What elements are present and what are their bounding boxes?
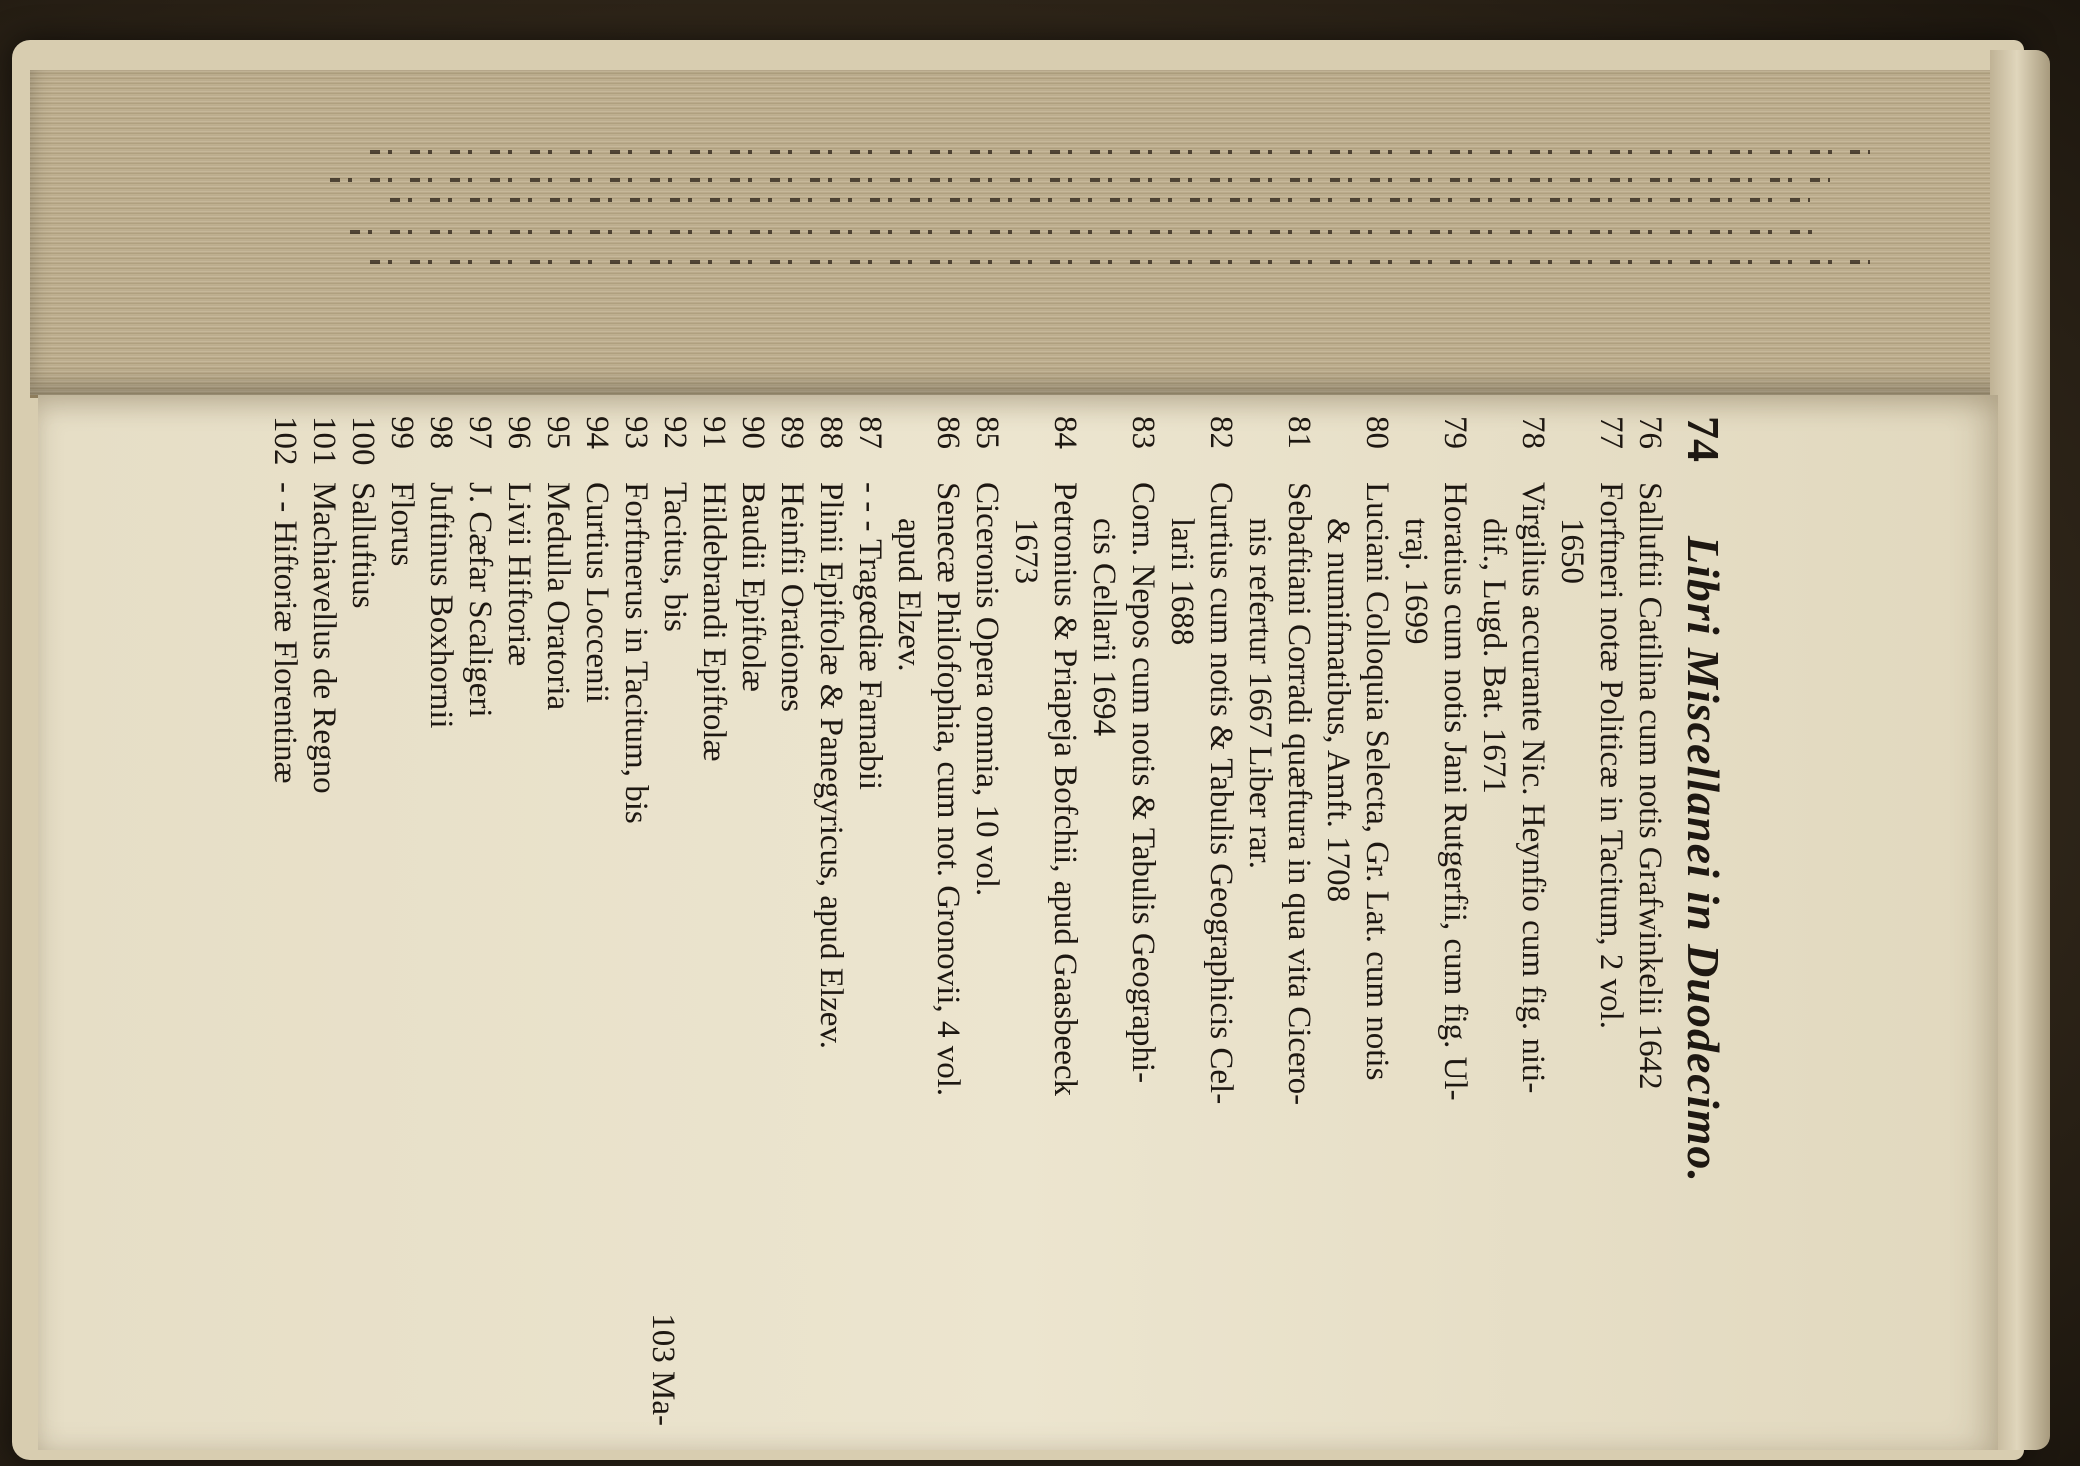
catalog-entry — [538, 416, 577, 1426]
entry-text: Ciceronis Opera omnia, 10 vol. — [969, 482, 1005, 897]
edge-mark — [390, 198, 1810, 202]
catalog-entry — [1084, 416, 1162, 1426]
entry-text: Medulla Oratoria — [540, 482, 576, 711]
catalog-entry — [577, 416, 616, 1426]
entry-text: Juftinus Boxhornii — [423, 482, 459, 729]
entry-text: Virgilius accurante Nic. Heynfio cum fig. niti- — [1515, 482, 1551, 1094]
page-title: Libri Miscellanei in Duodecimo. — [1678, 536, 1729, 1183]
catalog-entry — [421, 416, 460, 1426]
page-number: 74 — [1678, 416, 1729, 462]
entry-text: Corn. Nepos cum notis & Tabulis Geographi- — [1125, 482, 1161, 1084]
catalog-entry — [382, 416, 421, 1426]
page-text-block — [267, 416, 1733, 1426]
entry-text: Baudii Epiftolæ — [735, 482, 771, 692]
entry-number: 81 — [1281, 416, 1317, 449]
catalog-entry — [655, 416, 694, 1426]
entry-text: Heinfii Orationes — [774, 482, 810, 713]
entry-number: 95 — [540, 416, 576, 449]
entry-number: 87 — [852, 416, 888, 449]
entry-continuation: larii 1688 — [1164, 518, 1200, 646]
catalog-entry — [304, 416, 343, 1426]
entry-continuation: traj. 1699 — [1398, 518, 1434, 645]
catalog-entry — [1006, 416, 1084, 1426]
catalog-entry — [1162, 416, 1240, 1426]
catalog-entry — [850, 416, 889, 1426]
entry-number: 99 — [384, 416, 420, 449]
edge-mark — [370, 260, 1870, 264]
catalog-entry — [967, 416, 1006, 1426]
entry-text: Forftnerus in Tacitum, bis — [618, 482, 654, 824]
page-edges — [30, 70, 2020, 398]
entry-continuation: 1650 — [1554, 518, 1590, 584]
catalog-entry — [1396, 416, 1474, 1426]
catalog-entry — [1630, 416, 1669, 1426]
entry-text: Machiavellus de Regno — [306, 482, 342, 794]
entry-number: 100 — [345, 416, 381, 466]
entry-text: Sebaftiani Corradi quæftura in qua vita Cicero- — [1281, 482, 1317, 1106]
entry-text: Salluftius — [345, 482, 381, 609]
entry-text: Florus — [384, 482, 420, 567]
edge-mark — [330, 178, 1830, 182]
entry-number: 101 — [306, 416, 342, 466]
catalog-entry — [499, 416, 538, 1426]
book-spine — [1990, 50, 2050, 1450]
entry-number: 96 — [501, 416, 537, 449]
edge-mark — [350, 230, 1830, 234]
catalog-entry — [694, 416, 733, 1426]
entry-number: 82 — [1203, 416, 1239, 449]
entry-number: 78 — [1515, 416, 1551, 449]
edge-mark — [370, 150, 1870, 154]
entry-text: Curtius cum notis & Tabulis Geographicis Cel- — [1203, 482, 1239, 1105]
entry-number: 92 — [657, 416, 693, 449]
entry-number: 84 — [1047, 416, 1083, 449]
entry-number: 86 — [930, 416, 966, 449]
entry-number: 79 — [1437, 416, 1473, 449]
entry-text: Forftneri notæ Politicæ in Tacitum, 2 vol. — [1593, 482, 1629, 1030]
entry-text: Salluftii Catilina cum notis Grafwinkelii 1642 — [1632, 482, 1668, 1090]
entry-text: Curtius Loccenii — [579, 482, 615, 703]
entry-number: 93 — [618, 416, 654, 449]
entry-text: J. Cæfar Scaligeri — [462, 482, 498, 718]
entry-continuation: dif., Lugd. Bat. 1671 — [1476, 518, 1512, 794]
entry-continuation: apud Elzev. — [891, 518, 927, 672]
entry-text: Plinii Epiftolæ & Panegyricus, apud Elzev. — [813, 482, 849, 1050]
entry-number: 88 — [813, 416, 849, 449]
catalog-entry — [811, 416, 850, 1426]
entry-text: - - - Tragœdiæ Farnabii — [852, 482, 888, 790]
catchword: 103 Ma- — [645, 1313, 681, 1426]
entry-number: 89 — [774, 416, 810, 449]
entry-continuation: 1673 — [1008, 518, 1044, 584]
entry-number: 76 — [1632, 416, 1668, 449]
entry-number: 91 — [696, 416, 732, 449]
catalog-entry — [1318, 416, 1396, 1426]
catalog-entry — [1474, 416, 1552, 1426]
entry-text: Senecæ Philofophia, cum not. Gronovii, 4 vol. — [930, 482, 966, 1097]
entry-text: Horatius cum notis Jani Rutgerfii, cum fig. Ul- — [1437, 482, 1473, 1101]
entry-number: 77 — [1593, 416, 1629, 449]
catalog-entry — [265, 416, 304, 1426]
catalog-entries — [265, 416, 1669, 1426]
entry-text: Luciani Colloquia Selecta, Gr. Lat. cum notis — [1359, 482, 1395, 1081]
entry-text: - - Hiftoriæ Florentinæ — [267, 482, 303, 784]
entry-number: 83 — [1125, 416, 1161, 449]
catalog-entry — [460, 416, 499, 1426]
entry-continuation: nis refertur 1667 Liber rar. — [1242, 518, 1278, 869]
catalog-entry — [1552, 416, 1630, 1426]
entry-continuation: cis Cellarii 1694 — [1086, 518, 1122, 737]
catalog-entry — [616, 416, 655, 1426]
entry-number: 98 — [423, 416, 459, 449]
entry-continuation: & numifmatibus, Amft. 1708 — [1320, 518, 1356, 903]
entry-text: Livii Hiftoriæ — [501, 482, 537, 667]
entry-number: 85 — [969, 416, 1005, 449]
entry-text: Tacitus, bis — [657, 482, 693, 632]
catalog-entry — [1240, 416, 1318, 1426]
entry-number: 90 — [735, 416, 771, 449]
catalog-entry — [772, 416, 811, 1426]
entry-number: 102 — [267, 416, 303, 466]
entry-text: Hildebrandi Epiftolæ — [696, 482, 732, 762]
entry-text: Petronius & Priapeja Bofchii, apud Gaasbeeck — [1047, 482, 1083, 1096]
catalog-entry — [889, 416, 967, 1426]
entry-number: 80 — [1359, 416, 1395, 449]
page-header — [1673, 416, 1733, 1426]
entry-number: 97 — [462, 416, 498, 449]
catalog-entry — [343, 416, 382, 1426]
catalog-entry — [733, 416, 772, 1426]
entry-number: 94 — [579, 416, 615, 449]
